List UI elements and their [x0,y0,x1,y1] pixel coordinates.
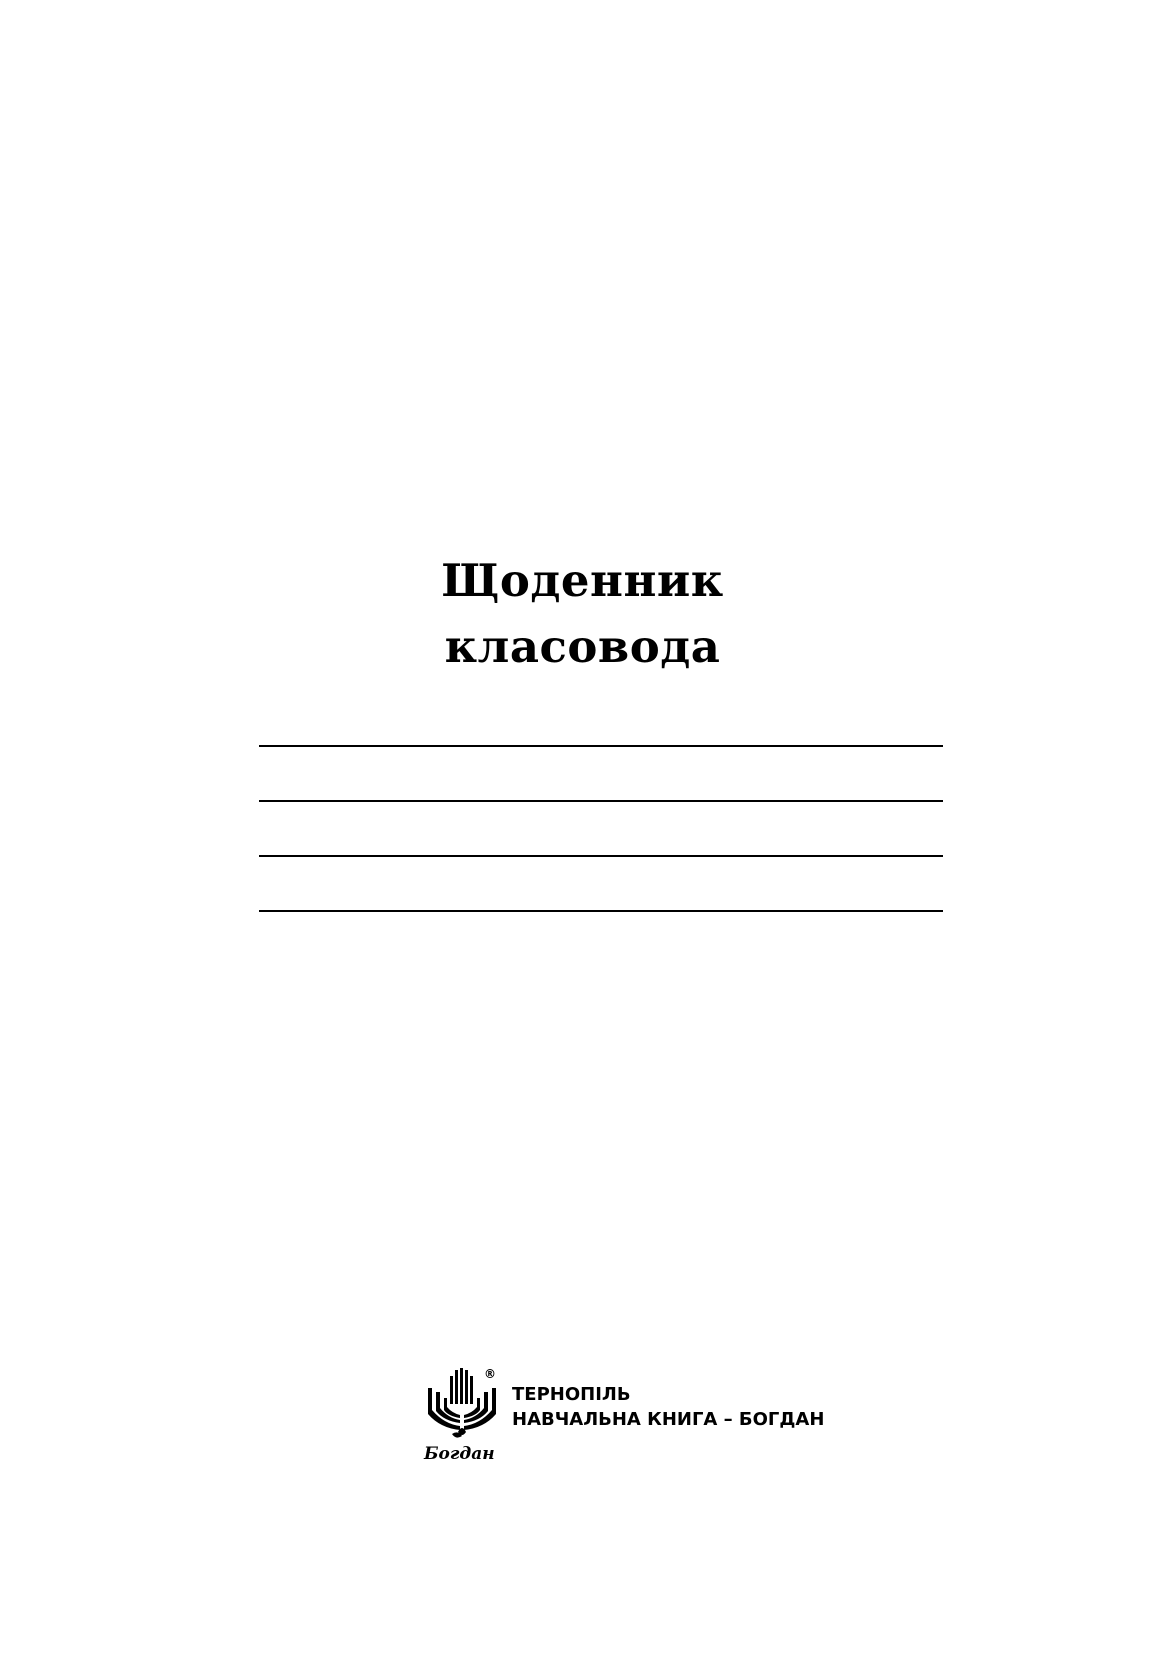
title-line-1: Щоденник [441,554,724,607]
fill-line-2 [259,800,943,802]
publisher-text [512,1382,824,1432]
bohdan-logo-icon [422,1366,502,1464]
publisher-block [422,1366,825,1466]
fill-line-4 [259,910,943,912]
fill-line-3 [259,855,943,857]
publisher-city: ТЕРНОПІЛЬ [512,1384,631,1405]
logo-wordmark: Богдан [424,1444,495,1464]
title-line-2: класовода [444,620,721,673]
fill-line-1 [259,745,943,747]
publisher-name: НАВЧАЛЬНА КНИГА – БОГДАН [512,1409,825,1430]
registered-mark: ® [484,1367,496,1381]
document-title [0,548,1165,680]
